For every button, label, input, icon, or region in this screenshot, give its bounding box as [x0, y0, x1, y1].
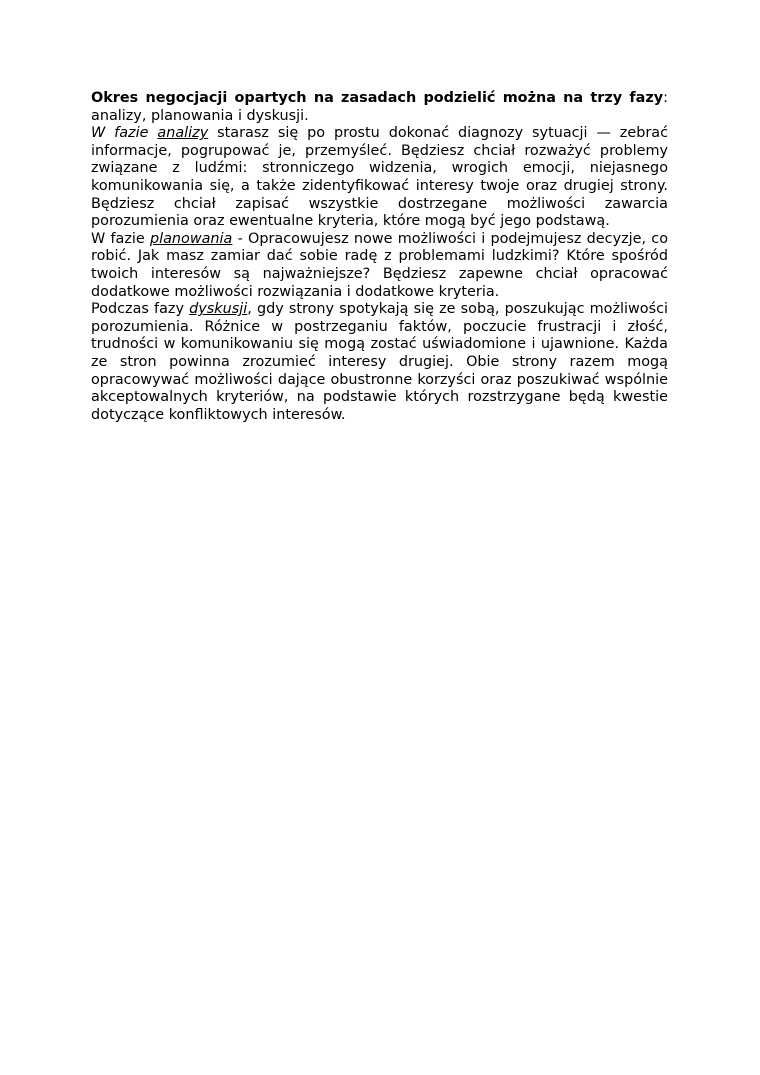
analysis-term: analizy [157, 125, 209, 142]
intro-phases: : analizy, planowania i dyskusji. [91, 90, 668, 124]
planning-body: - Opracowujesz nowe możliwości i podejmujesz decyzje, co robić. Jak masz zamiar dać sobie radę z problemami ludzkimi? Które spośród twoich interesów są najważniejsze? Będziesz zapewne chciał opracować dodatkowe możliwości rozwiązania i dodatkowe kryteria. [91, 230, 669, 300]
discussion-paragraph [91, 301, 668, 424]
planning-term: planowania [149, 230, 233, 247]
analysis-body: starasz się po prostu dokonać diagnozy sytuacji — zebrać informacje, pogrupować je, przemyśleć. Będziesz chciał rozważyć problemy związane z ludźmi: stronniczego widzenia, wrogich emocji, niejasnego komunikowania się, a także zidentyfikować interesy twoje oraz drugiej strony. Będziesz chciał zapisać wszystkie dostrzegane możliwości zawarcia porozumienia oraz ewentualne kryteria, które mogą być jego podstawą. [91, 125, 668, 230]
discussion-lead: Podczas fazy [91, 301, 190, 318]
planning-lead: W fazie [91, 230, 150, 247]
discussion-term: dyskusji [189, 301, 248, 318]
discussion-body: , gdy strony spotykają się ze sobą, poszukując możliwości porozumienia. Różnice w postrzeganiu faktów, poczucie frustracji i złość, trudności w komunikowaniu się mogą zostać uświadomione i ujawnione. Każda ze stron powinna zrozumieć interesy drugiej. Obie strony razem mogą opracowywać możliwości dające obustronne korzyści oraz poszukiwać wspólnie akceptowalnych kryteriów, na podstawie których rozstrzygane będą kwestie dotyczące konfliktowych interesów. [91, 301, 668, 423]
analysis-paragraph [91, 125, 668, 231]
intro-heading: Okres negocjacji opartych na zasadach podzielić można na trzy fazy [91, 90, 664, 106]
document-body [91, 90, 668, 424]
planning-paragraph [91, 231, 668, 301]
analysis-lead: W fazie [91, 125, 158, 142]
intro-paragraph [91, 90, 668, 125]
